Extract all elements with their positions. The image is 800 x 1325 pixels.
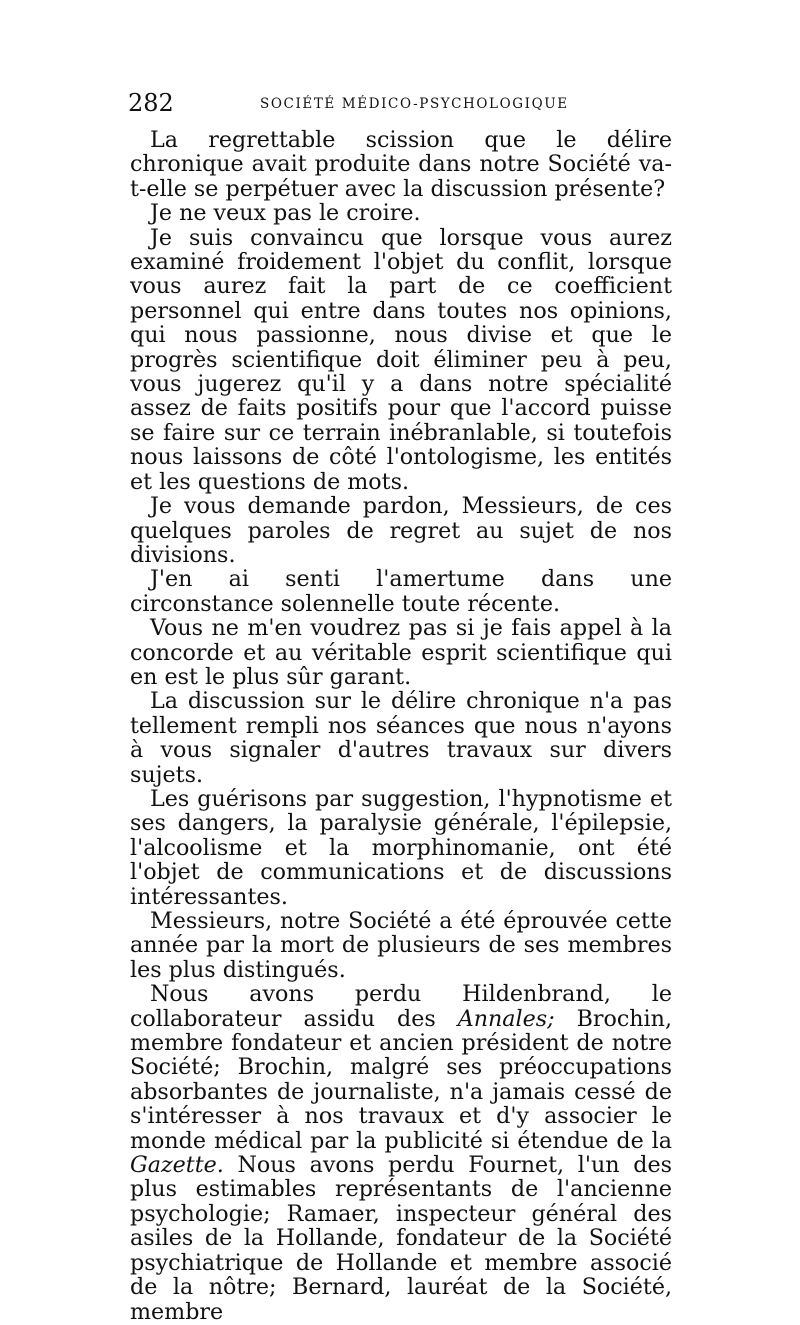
paragraph-text: Nous avons perdu Fournet, l'un des plus estimables représentants de l'ancienne psychologie; Ramaer, inspecteur général des asiles de la Hollande, fondateur de la Société psychiatrique de Hollande et membre associé de la nôtre; Bernard, lauréat de la Société, membre: [130, 1152, 672, 1325]
paragraph: Les guérisons par suggestion, l'hypnotisme et ses dangers, la paralysie générale, l'épilepsie, l'alcoolisme et la morphinomanie, ont été l'objet de communications et de discussions intéressantes.: [130, 785, 672, 910]
running-head: [128, 88, 672, 118]
journal-title-gazette: Gazette.: [130, 1152, 224, 1179]
journal-title-annales: Annales;: [457, 1005, 555, 1032]
paragraph: La regrettable scission que le délire chronique avait produite dans notre Société va-t-elle se perpétuer avec la discussion présente?: [130, 127, 672, 202]
body-text: [130, 128, 672, 1324]
paragraph: Vous ne m'en voudrez pas si je fais appel à la concorde et au véritable esprit scientifique qui en est le plus sûr garant.: [130, 615, 672, 690]
paragraph: Je suis convaincu que lorsque vous aurez examiné froidement l'objet du conflit, lorsque vous aurez fait la part de ce coefficient personnel qui entre dans toutes nos opinions, qui nous passionne, nous divise et que le progrès scientifique doit éliminer peu à peu, vous jugerez qu'il y a dans notre spécialité assez de faits positifs pour que l'accord puisse se faire sur ce terrain inébranlable, si toutefois nous laissons de côté l'ontologisme, les entités et les questions de mots.: [130, 224, 672, 495]
paragraph-text: Brochin, membre fondateur et ancien président de notre Société; Brochin, malgré ses préoccupations absorbantes de journaliste, n'a jamais cessé de s'intéresser à nos travaux et d'y associer le monde médical par la publicité si étendue de la: [130, 1005, 672, 1154]
paragraph: J'en ai senti l'amertume dans une circonstance solennelle toute récente.: [130, 566, 672, 617]
page-number: 282: [128, 89, 174, 117]
paragraph: Je vous demande pardon, Messieurs, de ces quelques paroles de regret au sujet de nos divisions.: [130, 493, 672, 568]
paragraph-text: Nous avons perdu Hildenbrand, le collaborateur assidu des: [130, 981, 672, 1032]
paragraph: Je ne veux pas le croire.: [150, 200, 421, 227]
running-title: SOCIÉTÉ MÉDICO-PSYCHOLOGIQUE: [260, 96, 569, 112]
paragraph: Messieurs, notre Société a été éprouvée cette année par la mort de plusieurs de ses membres les plus distingués.: [130, 908, 672, 983]
paragraph: La discussion sur le délire chronique n'a pas tellement rempli nos séances que nous n'ayons à vous signaler d'autres travaux sur divers sujets.: [130, 688, 672, 788]
paragraph-obituaries: [130, 982, 672, 1324]
